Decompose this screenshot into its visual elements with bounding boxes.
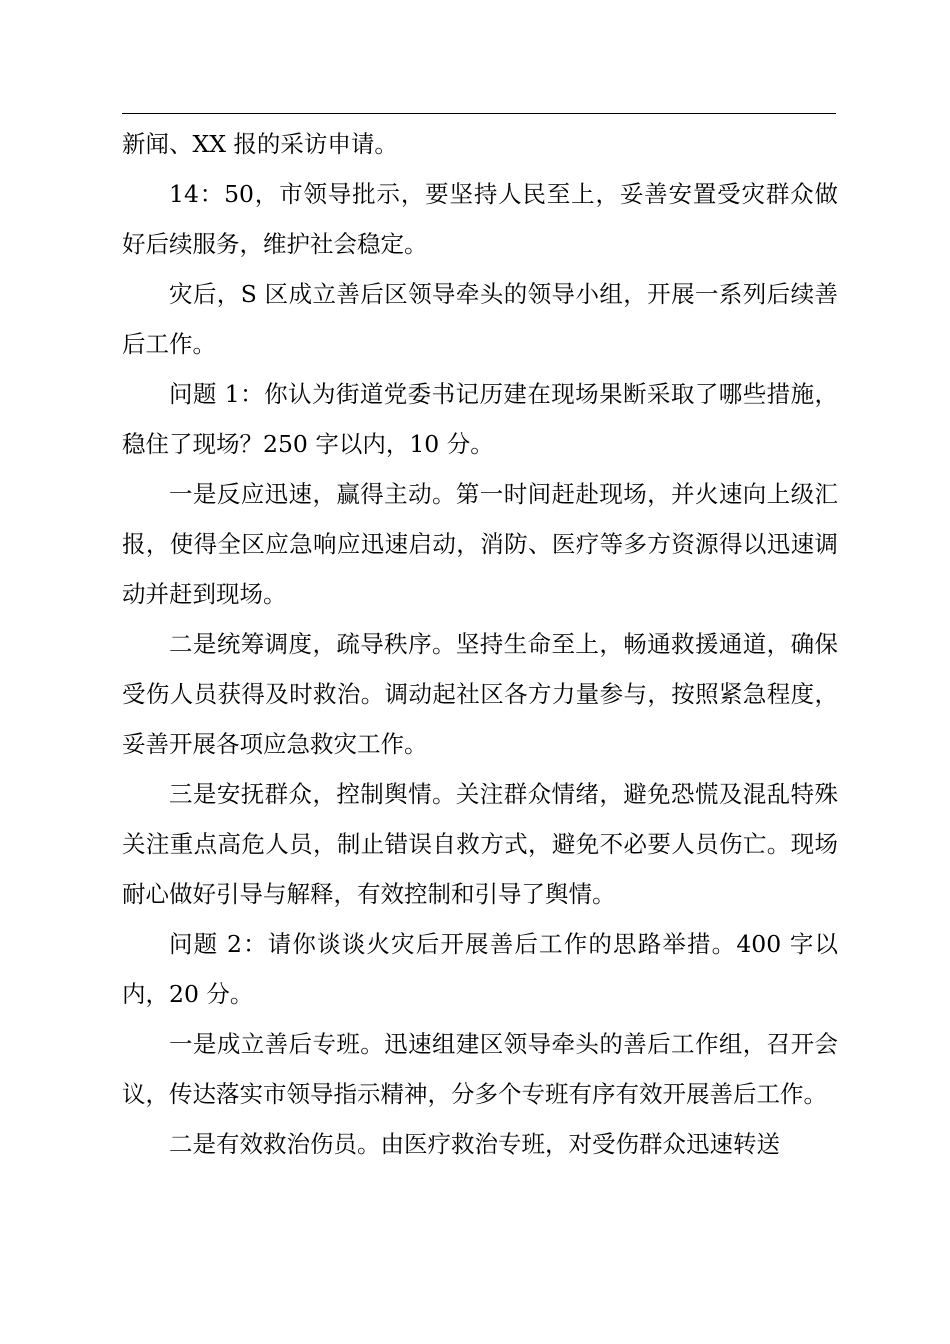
answer-1-point-3: 三是安抚群众，控制舆情。关注群众情绪，避免恐慌及混乱特殊关注重点高危人员，制止错误自救方式，避免不必要人员伤亡。现场耐心做好引导与解释，有效控制和引导了舆情。 <box>122 780 838 908</box>
paragraph-continuation: 新闻、XX 报的采访申请。 <box>122 130 398 158</box>
header-divider <box>122 113 836 114</box>
paragraph-aftermath-group: 灾后，S 区成立善后区领导牵头的领导小组，开展一系列后续善后工作。 <box>122 280 838 358</box>
answer-1-point-1: 一是反应迅速，赢得主动。第一时间赶赴现场，并火速向上级汇报，使得全区应急响应迅速启动，消防、医疗等多方资源得以迅速调动并赶到现场。 <box>122 480 838 608</box>
answer-2-point-2: 二是有效救治伤员。由医疗救治专班，对受伤群众迅速转送 <box>169 1130 780 1158</box>
paragraph-leader-instruction: 14：50，市领导批示，要坚持人民至上，妥善安置受灾群众做好后续服务，维护社会稳定。 <box>122 180 838 258</box>
question-2: 问题 2：请你谈谈火灾后开展善后工作的思路举措。400 字以内，20 分。 <box>122 930 838 1008</box>
answer-1-point-2: 二是统筹调度，疏导秩序。坚持生命至上，畅通救援通道，确保受伤人员获得及时救治。调动起社区各方力量参与，按照紧急程度，妥善开展各项应急救灾工作。 <box>122 630 838 758</box>
answer-2-point-1: 一是成立善后专班。迅速组建区领导牵头的善后工作组，召开会议，传达落实市领导指示精神，分多个专班有序有效开展善后工作。 <box>122 1030 838 1108</box>
document-body <box>122 119 838 1169</box>
question-1: 问题 1：你认为街道党委书记历建在现场果断采取了哪些措施，稳住了现场？250 字以内，10 分。 <box>122 380 838 458</box>
